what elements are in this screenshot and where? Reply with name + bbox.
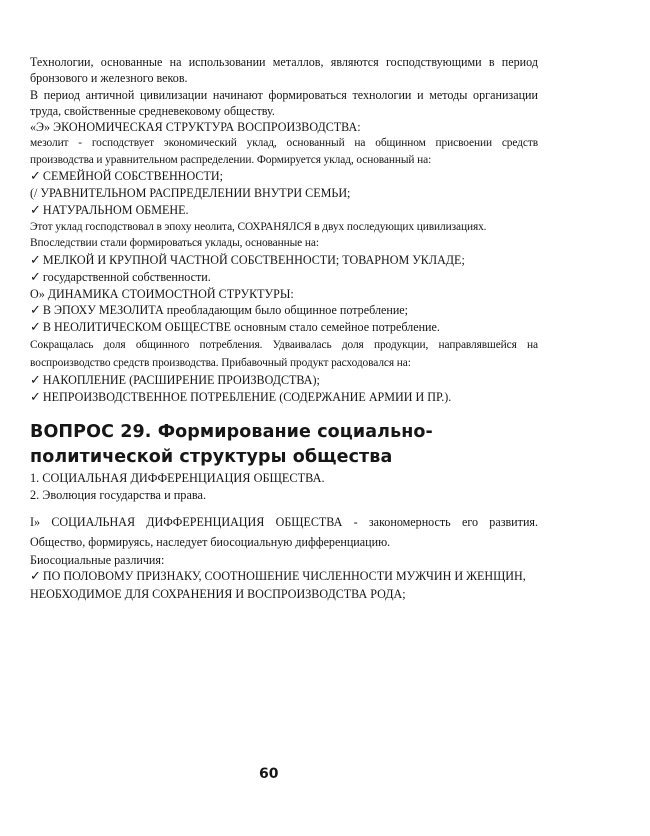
section-label-economic-structure: «Э» ЭКОНОМИЧЕСКАЯ СТРУКТУРА ВОСПРОИЗВОДСТВА: [30, 120, 361, 135]
paragraph: мезолит - господствует экономический уклад, основанный на общинном присвоении средств производства и уравнительном распределении. Формируется уклад, основанный на: [30, 137, 538, 166]
paragraph: I» СОЦИАЛЬНАЯ ДИФФЕРЕНЦИАЦИЯ ОБЩЕСТВА - закономерность его развития. Общество, формируясь, наследует биосоциальную дифференциацию. [30, 514, 538, 549]
list-item: ✓ МЕЛКОЙ И КРУПНОЙ ЧАСТНОЙ СОБСТВЕННОСТИ; ТОВАРНОМ УКЛАДЕ; [30, 252, 465, 268]
check-mark-icon: ✓ [30, 169, 41, 185]
list-item: (/ УРАВНИТЕЛЬНОМ РАСПРЕДЕЛЕНИИ ВНУТРИ СЕМЬИ; [30, 186, 351, 201]
paragraph: Биосоциальные различия: [30, 552, 165, 567]
document-page [30, 54, 538, 602]
check-mark-icon: ✓ [30, 372, 41, 388]
list-item: ✓ НАТУРАЛЬНОМ ОБМЕНЕ. [30, 203, 189, 219]
list-item: ✓ государственной собственности. [30, 269, 211, 285]
paragraph: Впоследствии стали формироваться уклады, основанные на: [30, 237, 319, 250]
check-mark-icon: ✓ [30, 569, 41, 585]
check-mark-icon: ✓ [30, 269, 41, 285]
check-mark-icon: ✓ [30, 203, 41, 219]
list-item: ✓ НАКОПЛЕНИЕ (РАСШИРЕНИЕ ПРОИЗВОДСТВА); [30, 372, 320, 388]
check-mark-icon: ✓ [30, 302, 41, 318]
check-mark-icon: ✓ [30, 319, 41, 335]
paragraph: Технологии, основанные на использовании металлов, являются господствующими в период бронзового и железного веков. [30, 55, 538, 86]
paragraph: В период античной цивилизации начинают формироваться технологии и методы организации труда, свойственные средневековому обществу. [30, 87, 538, 118]
paragraph: Сокращалась доля общинного потребления. Удваивалась доля продукции, направлявшейся на воспроизводство средств производства. Прибавочный продукт расходовался на: [30, 338, 538, 369]
list-item: ✓ В НЕОЛИТИЧЕСКОМ ОБЩЕСТВЕ основным стало семейное потребление. [30, 319, 440, 335]
outline-item: 2. Эволюция государства и права. [30, 487, 207, 502]
list-item: ✓ НЕПРОИЗВОДСТВЕННОЕ ПОТРЕБЛЕНИЕ (СОДЕРЖАНИЕ АРМИИ И ПР.). [30, 389, 452, 405]
list-item: ✓ ПО ПОЛОВОМУ ПРИЗНАКУ, СООТНОШЕНИЕ ЧИСЛЕННОСТИ МУЖЧИН И ЖЕНЩИН, НЕОБХОДИМОЕ ДЛЯ СОХРАНЕНИЯ И ВОСПРОИЗВОДСТВА РОДА; [30, 569, 526, 601]
paragraph: Этот уклад господствовал в эпоху неолита, СОХРАНЯЛСЯ в двух последующих цивилизациях. [30, 221, 487, 234]
list-item: ✓ В ЭПОХУ МЕЗОЛИТА преобладающим было общинное потребление; [30, 302, 409, 318]
question-heading: ВОПРОС 29. Формирование социально-политической структуры общества [30, 421, 433, 467]
page-number: 60 [259, 766, 279, 782]
check-mark-icon: ✓ [30, 252, 41, 268]
outline-item: 1. СОЦИАЛЬНАЯ ДИФФЕРЕНЦИАЦИЯ ОБЩЕСТВА. [30, 470, 325, 485]
check-mark-icon: ✓ [30, 389, 41, 405]
spacer [30, 504, 538, 512]
list-item: ✓ СЕМЕЙНОЙ СОБСТВЕННОСТИ; [30, 169, 223, 185]
section-label-value-structure: О» ДИНАМИКА СТОИМОСТНОЙ СТРУКТУРЫ: [30, 286, 294, 301]
